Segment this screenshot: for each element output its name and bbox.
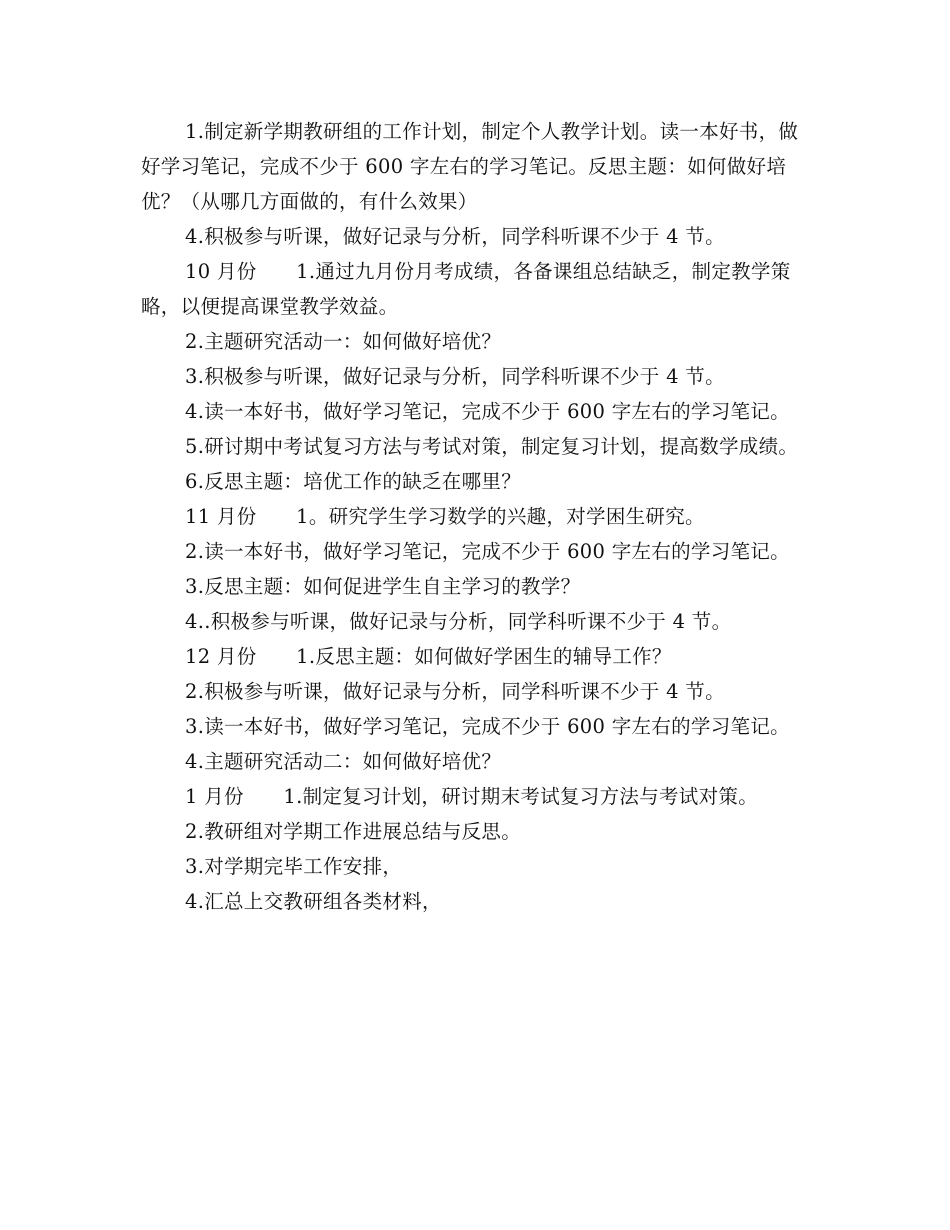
paragraph: 4.积极参与听课，做好记录与分析，同学科听课不少于 4 节。 <box>185 225 725 248</box>
paragraph: 2.教研组对学期工作进展总结与反思。 <box>185 820 522 843</box>
document-body <box>141 114 811 919</box>
paragraph: 6.反思主题：培优工作的缺乏在哪里？ <box>185 470 522 493</box>
paragraph: 3.积极参与听课，做好记录与分析，同学科听课不少于 4 节。 <box>185 365 725 388</box>
paragraph: 1 月份 1.制定复习计划，研讨期末考试复习方法与考试对策。 <box>185 785 759 808</box>
paragraph: 4.读一本好书，做好学习笔记，完成不少于 600 字左右的学习笔记。 <box>185 400 790 423</box>
paragraph: 11 月份 1。研究学生学习数学的兴趣，对学困生研究。 <box>185 505 705 528</box>
paragraph: 2.主题研究活动一：如何做好培优？ <box>185 330 502 353</box>
paragraph: 12 月份 1.反思主题：如何做好学困生的辅导工作？ <box>185 645 672 668</box>
paragraph: 4.汇总上交教研组各类材料， <box>185 890 442 913</box>
paragraph: 2.积极参与听课，做好记录与分析，同学科听课不少于 4 节。 <box>185 680 725 703</box>
paragraph: 10 月份 1.通过九月份月考成绩，各备课组总结缺乏，制定教学策略，以便提高课堂教学效益。 <box>141 260 791 318</box>
paragraph: 2.读一本好书，做好学习笔记，完成不少于 600 字左右的学习笔记。 <box>185 540 790 563</box>
paragraph: 3.反思主题：如何促进学生自主学习的教学？ <box>185 575 581 598</box>
paragraph: 4..积极参与听课，做好记录与分析，同学科听课不少于 4 节。 <box>185 610 732 633</box>
paragraph: 3.对学期完毕工作安排， <box>185 855 403 878</box>
paragraph: 3.读一本好书，做好学习笔记，完成不少于 600 字左右的学习笔记。 <box>185 715 790 738</box>
paragraph: 1.制定新学期教研组的工作计划，制定个人教学计划。读一本好书，做好学习笔记，完成不少于 600 字左右的学习笔记。反思主题：如何做好培优？（从哪几方面做的，有什么效果） <box>141 120 799 213</box>
paragraph: 5.研讨期中考试复习方法与考试对策，制定复习计划，提高数学成绩。 <box>185 435 799 458</box>
paragraph: 4.主题研究活动二：如何做好培优？ <box>185 750 502 773</box>
